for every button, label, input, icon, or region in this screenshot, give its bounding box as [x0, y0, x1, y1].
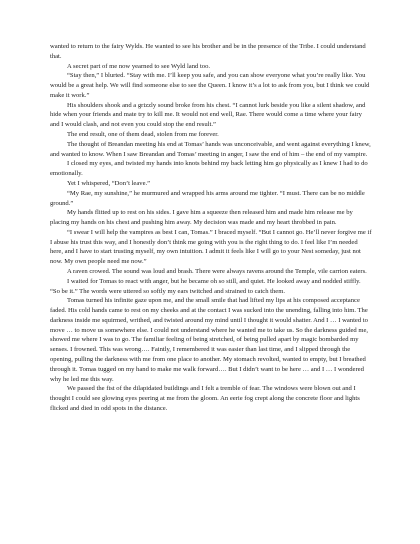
- paragraph: My hands flitted up to rest on his sides. I gave him a squeeze then released him and made him release me by placing my hands on his chest and pushing him away. My decision was made and my heart throbbed in pain.: [50, 209, 353, 227]
- paragraph: wanted to return to the fairy Wylds. He wanted to see his brother and be in the presence of the Tribe. I could understand that.: [50, 43, 366, 60]
- paragraph: “My Rae, my sunshine,” he murmured and wrapped his arms around me tighter. “I must. There can be no middle ground.”: [50, 189, 365, 207]
- paragraph: Yet I whispered, “Don’t leave.”: [67, 179, 151, 187]
- paragraph: Tomas turned his infinite gaze upon me, and the small smile that had lifted my lips at his composed acceptance faded. His cold hands came to rest on my cheeks and at the contact I was sucked into the unending, falling into him. The darkness inside me squirmed, writhed, and twisted around my mind until I thought it would shatter. And I … I wanted to move … to move us somewhere else. I could not understand where he wanted me to take us. So the darkness guided me, showed me where I was to go. The familiar feeling of being stretched, of being pulled apart by magic bombarded my senses. I frowned. This was wrong…. Faintly, I remembered it was easier than last time, and I slipped through the opening, pulling the darkness with me from one place to another. My stomach revolted, wanted to empty, but I breathed through it. Tomas tugged on my hand to make me walk forward…. But I didn’t want to be here … and I … I wondered why he led me this way.: [50, 297, 369, 383]
- paragraph: His shoulders shook and a grizzly sound broke from his chest. “I cannot lurk beside you like a silent shadow, and hide when your friends and mate try to kill me. It would not end well, Rae. There would come a time where your fairy and I would clash, and not even you could stop the end result.”: [50, 101, 366, 129]
- paragraph: I waited for Tomas to react with anger, but he became oh so still, and quiet. He looked away and nodded stiffly. “So be it.” The words were uttered so softly my ears twitched and strained to catch them.: [50, 277, 361, 295]
- paragraph: We passed the fist of the dilapidated buildings and I felt a tremble of fear. The windows were blown out and I thought I could see glowing eyes peering at me from the gloom. An eerie fog crept along the concrete floor and lights flicked and died in odd spots in the distance.: [50, 385, 360, 412]
- paragraph: I closed my eyes, and twisted my hands into knots behind my back letting him go physically as I knew I had to do emotionally.: [50, 160, 368, 178]
- page-body: [50, 42, 372, 414]
- paragraph: A secret part of me now yearned to see Wyld land too.: [67, 62, 211, 70]
- paragraph: A raven crowed. The sound was loud and brash. There were always ravens around the Temple, vile carrion eaters.: [67, 267, 367, 275]
- paragraph: The thought of Breandan meeting his end at Tomas’ hands was unconceivable, and went against everything I knew, and wanted to know. When I saw Breandan and Tomas’ meeting in anger, I saw the end of him – the end of my vampire.: [50, 140, 371, 158]
- paragraph: “I swear I will help the vampires as best I can, Tomas.” I braced myself. “But I cannot go. He’ll never forgive me if I abuse his trust this way, and I honestly don’t think me going with you is the right thing to do. I feel like I’m needed here, and I have to start trusting myself, my own intuition. I admit it feels like I will go to your Nest someday, just not now. My own people need me now.”: [50, 228, 372, 266]
- paragraph: The end result, one of them dead, stolen from me forever.: [67, 131, 219, 139]
- paragraph: “Stay then,” I blurted. “Stay with me. I’ll keep you safe, and you can show everyone what you’re really like. You would be a great help. We will find someone else to see the Queen. I know it’s a lot to ask from you, but I think we could make it work.”: [50, 72, 370, 99]
